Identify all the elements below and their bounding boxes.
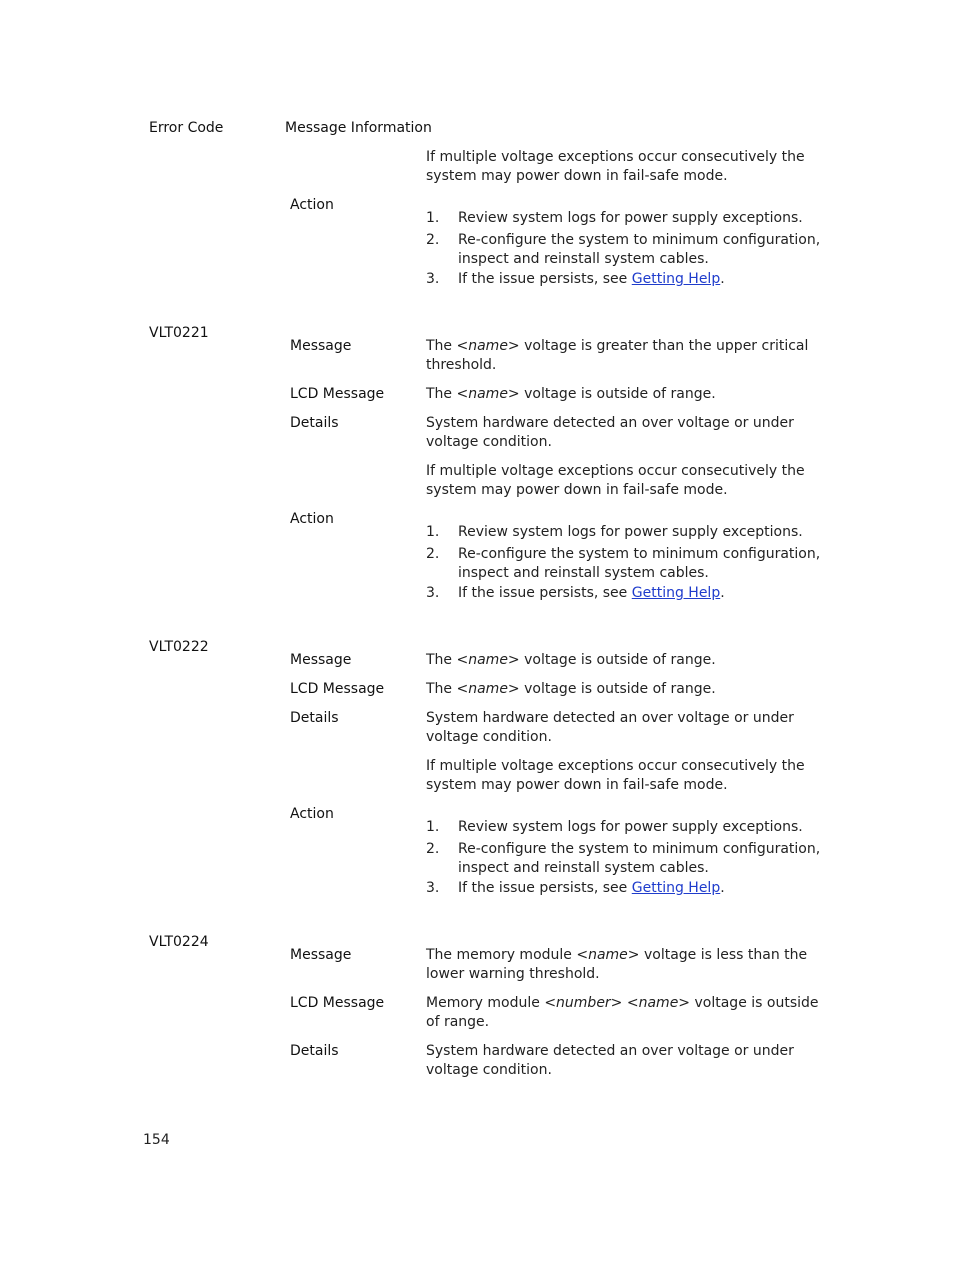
note-paragraph: If multiple voltage exceptions occur consecutively the system may power down in fail-safe mode. [426,463,805,498]
note-paragraph: If multiple voltage exceptions occur consecutively the system may power down in fail-safe mode. [426,758,805,793]
message-text: The <name> voltage is greater than the upper critical threshold. [426,338,809,373]
list-text: If the issue persists, see Getting Help. [458,585,725,601]
message-text: The <name> voltage is outside of range. [426,652,716,668]
message-label: Message [290,652,352,668]
lcd-message-label: LCD Message [290,386,385,402]
getting-help-link[interactable]: Getting Help [631,585,721,601]
column-header-message-information: Message Information [285,120,432,136]
list-number: 3. [426,585,440,601]
lcd-message-label: LCD Message [290,995,385,1011]
column-header-error-code: Error Code [149,120,224,136]
list-number: 1. [426,524,440,540]
action-label: Action [290,511,334,527]
page-number: 154 [143,1132,170,1148]
error-code: VLT0224 [149,934,209,950]
lcd-message-text: Memory module <number> <name> voltage is outside of range. [426,995,819,1030]
message-label: Message [290,338,352,354]
getting-help-link[interactable]: Getting Help [631,271,721,287]
details-label: Details [290,710,339,726]
error-code: VLT0221 [149,325,209,341]
error-code: VLT0222 [149,639,209,655]
list-text: Review system logs for power supply exceptions. [458,524,803,540]
list-text: Re-configure the system to minimum configuration, inspect and reinstall system cables. [458,232,821,267]
list-text: Review system logs for power supply exceptions. [458,210,803,226]
list-number: 2. [426,546,440,562]
details-text: System hardware detected an over voltage or under voltage condition. [426,710,794,745]
action-label: Action [290,806,334,822]
lcd-message-text: The <name> voltage is outside of range. [426,386,716,402]
list-number: 2. [426,841,440,857]
list-text: Re-configure the system to minimum configuration, inspect and reinstall system cables. [458,841,821,876]
list-number: 1. [426,819,440,835]
list-text: Re-configure the system to minimum configuration, inspect and reinstall system cables. [458,546,821,581]
list-number: 1. [426,210,440,226]
lcd-message-text: The <name> voltage is outside of range. [426,681,716,697]
list-text: If the issue persists, see Getting Help. [458,271,725,287]
lcd-message-label: LCD Message [290,681,385,697]
details-label: Details [290,415,339,431]
message-label: Message [290,947,352,963]
list-number: 2. [426,232,440,248]
list-number: 3. [426,880,440,896]
list-number: 3. [426,271,440,287]
details-text: System hardware detected an over voltage or under voltage condition. [426,415,794,450]
list-text: If the issue persists, see Getting Help. [458,880,725,896]
message-text: The memory module <name> voltage is less than the lower warning threshold. [426,947,808,982]
action-label: Action [290,197,334,213]
details-label: Details [290,1043,339,1059]
note-paragraph: If multiple voltage exceptions occur consecutively the system may power down in fail-safe mode. [426,149,805,184]
list-text: Review system logs for power supply exceptions. [458,819,803,835]
getting-help-link[interactable]: Getting Help [631,880,721,896]
details-text: System hardware detected an over voltage or under voltage condition. [426,1043,794,1078]
